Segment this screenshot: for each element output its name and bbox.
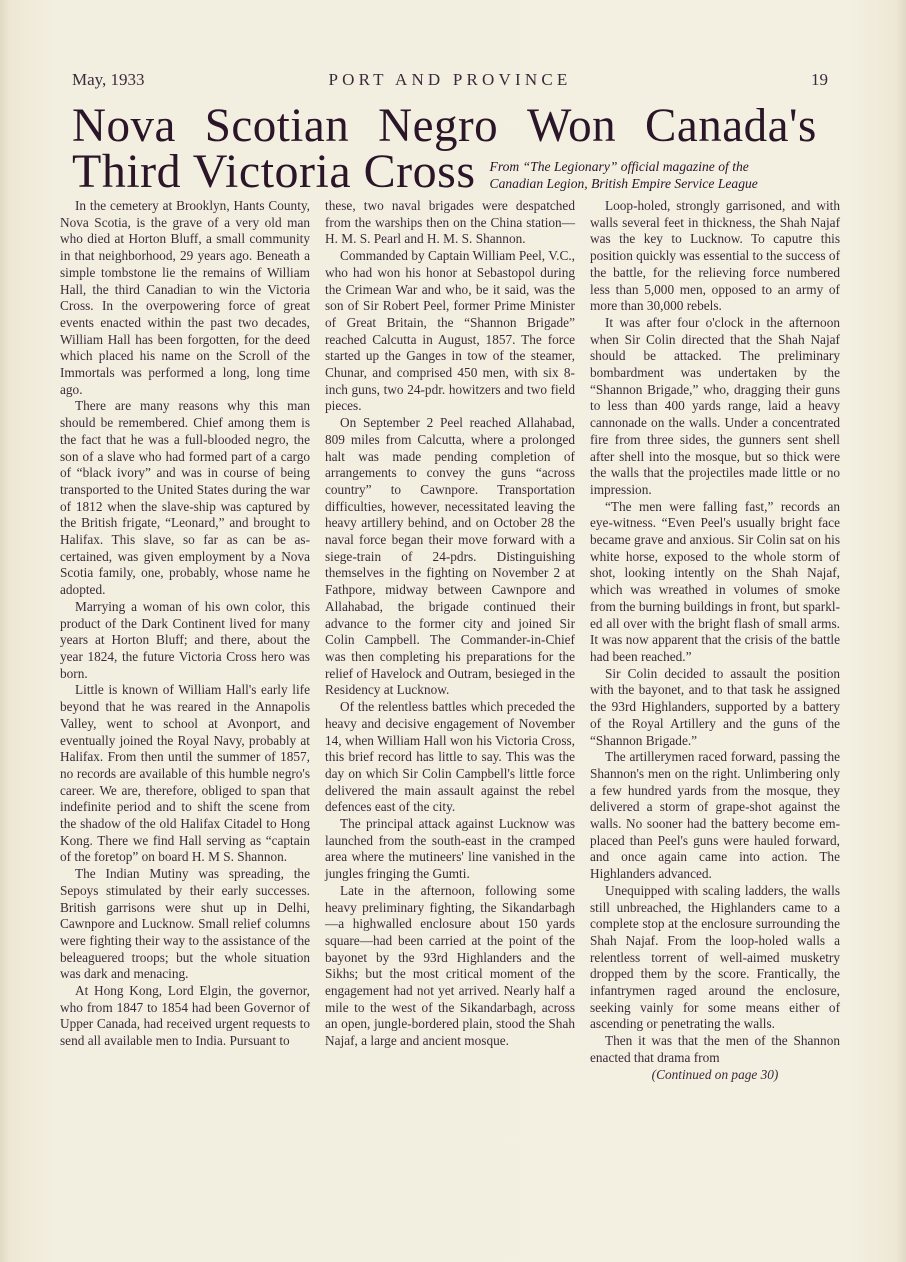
paragraph: Unequipped with scaling ladders, the walls still unbreached, the Highlanders came to a complete stop at the enclosure surrounding the Shah Najaf. From the loop-holed walls a relentless torrent of well-aimed musketry dropped them by the score. Frantically, the infantrymen raged around the enclosure, seeking vainly for some means either of ascending or penetrating the walls. (590, 882, 840, 1032)
continued-notice[interactable]: (Continued on page 30) (651, 1066, 779, 1082)
paragraph: Marrying a woman of his own color, this product of the Dark Continent lived for many years at Horton Bluff; and there, about the year 1824, the future Victoria Cross hero was born. (60, 598, 310, 681)
headline-word: Scotian (204, 99, 350, 152)
paragraph: Sir Colin decided to assault the position with the bayonet, and to that task he assigned the 93rd Highlanders, supported by a battery of the Royal Artillery and the guns of the “Shannon Brigade.” (590, 665, 840, 748)
paragraph: There are many reasons why this man should be remembered. Chief among them is the fact that he was a full-blooded negro, the son of a slave who had formed part of a cargo of “black ivory” and was in course of being transported to the United States during the war of 1812 when the slave-ship was captured by the British frigate, “Leonard,” and brought to Halifax. This slave, so far as can be ascertained, was given employment by a Nova Scotia family, one, probably, whose name he adopted. (60, 398, 310, 598)
paragraph: Little is known of William Hall's early life beyond that he was reared in the Annapolis Valley, went to school at Avonport, and eventually joined the Royal Navy, probably at Halifax. From then until the summer of 1857, no records are available of this humble negro's career. We are, therefore, obliged to span that indefinite period and to shift the scene from the shadow of the old Halifax Citadel to Hong Kong. There we find Hall serving as “captain of the foretop” on board H. M S. Shannon. (60, 682, 310, 865)
paragraph: In the cemetery at Brooklyn, Hants County, Nova Scotia, is the grave of a very old man who died at Horton Bluff, a small community in that neighborhood, 29 years ago. Beneath a simple tombstone lie the remains of William Hall, the third Canadian to win the Victoria Cross. In the overpowering force of great events enacted within the past two decades, William Hall has been forgotten, for the deed which placed his name on the Scroll of the Immortals was performed a long, long time ago. (60, 198, 310, 397)
source-line: From “The Legionary” official magazine of the (489, 159, 749, 174)
paragraph: The principal attack against Lucknow was launched from the south-east in the cramped area where the mutineers' line vanished in the jungles fringing the Gumti. (325, 816, 575, 882)
headline-line-2: Third Victoria Cross (72, 145, 476, 198)
paragraph: The Indian Mutiny was spreading, the Sepoys stimulated by their early successes. British garrisons were shut up in Delhi, Cawnpore and Lucknow. Small relief columns were fighting their way to the assistance of the beleaguered troops; but the whole situation was dark and menacing. (60, 866, 310, 982)
paragraph: Commanded by Captain William Peel, V.C., who had won his honor at Sebastopol during the Crimean War and who, be it said, was the son of Sir Robert Peel, former Prime Minister of Great Britain, the “Shannon Brigade” reached Calcutta in August, 1857. The force started up the Ganges in tow of the steamer, Chunar, and comprised 450 men, with six 8-inch guns, two 24-pdr. howitzers and two field pieces. (325, 248, 575, 414)
column-1 (60, 198, 310, 1083)
left-page-edge (0, 0, 10, 1262)
paragraph: At Hong Kong, Lord Elgin, the governor, who from 1847 to 1854 had been Governor of Upper Canada, had received urgent requests to send all available men to India. Pursuant to (60, 983, 310, 1049)
issue-date: May, 1933 (72, 70, 145, 89)
paragraph: Late in the afternoon, following some heavy preliminary fighting, the Sikandarbagh—a highwalled enclosure about 150 yards square—had been carried at the point of the bayonet by the 93rd Highlanders and the Sikhs; but the most critical moment of the engagement had not yet arrived. Nearly half a mile to the west of the Sikandarbagh, across an open, jungle-bordered plain, stood the Shah Najaf, a large and ancient mosque. (325, 882, 575, 1049)
page-number: 19 (811, 70, 828, 89)
article-body (60, 198, 840, 1083)
column-2 (325, 198, 575, 1083)
article-headline (72, 99, 832, 198)
paragraph: “The men were falling fast,” records an eye-witness. “Even Peel's usually bright face became grave and anxious. Sir Colin sat on his white horse, exposed to the whole storm of shot, looking intently on the Shah Najaf, which was wreathed in volumes of smoke from the burning buildings in front, but sparkled all over with the bright flash of small arms. It was now apparent that the crisis of the battle had been reached.” (590, 498, 840, 664)
paragraph: Then it was that the men of the Shannon enacted that drama from (590, 1033, 840, 1065)
headline-line-1 (72, 99, 817, 152)
paragraph: On September 2 Peel reached Allahabad, 809 miles from Calcutta, where a prolonged halt was made pending completion of arrangements to convey the guns “across country” to Cawnpore. Transportation difficulties, however, necessitated leaving the heavy artillery behind, and on October 28 the naval force began their move forward with a siege-train of 24-pdrs. Distinguishing themselves in the fighting on November 2 at Fathpore, midway between Cawnpore and Allahabad, the brigade continued their advance to the former city and joined Sir Colin Campbell. The Commander-in-Chief was then completing his preparations for the relief of Havelock and Outram, besieged in the Residency at Lucknow. (325, 415, 575, 698)
right-page-edge (896, 0, 906, 1262)
headline-word: Nova (72, 99, 176, 152)
paragraph: these, two naval brigades were despatched from the warships then on the China station—H. M. S. Pearl and H. M. S. Shannon. (325, 198, 575, 247)
paragraph: The artillerymen raced forward, passing the Shannon's men on the right. Unlimbering only a few hundred yards from the mosque, they delivered a storm of grape-shot against the walls. No sooner had the battery become emplaced than Peel's guns were hauled forward, and once again came into action. The Highlanders advanced. (590, 749, 840, 882)
headline-word: Canada's (644, 99, 817, 152)
running-head (72, 70, 828, 92)
paragraph: It was after four o'clock in the afternoon when Sir Colin directed that the Shah Najaf should be attacked. The preliminary bombardment was undertaken by the “Shannon Brigade,” who, dragging their guns to less than 400 yards range, laid a heavy cannonade on the walls. Under a concentrated fire from three sides, the gunners sent shell after shell into the mosque, but so thick were the walls that the projectiles made little or no impression. (590, 314, 840, 497)
paragraph: Loop-holed, strongly garrisoned, and with walls several feet in thickness, the Shah Najaf was the key to Lucknow. To caputre this position quickly was essential to the success of the battle, for the relieving force numbered less than 5,000 men, opposed to an army of more than 30,000 rebels. (590, 198, 841, 314)
source-line: Canadian Legion, British Empire Service League (489, 176, 758, 191)
article-source (490, 158, 758, 194)
paragraph: Of the relentless battles which preceded the heavy and decisive engagement of November 14, when William Hall won his Victoria Cross, this brief record has little to say. This was the day on which Sir Colin Campbell's little force delivered the main assault against the rebel defences east of the city. (325, 699, 575, 815)
headline-word: Won (526, 99, 617, 152)
headline-line-2-row (72, 145, 832, 198)
headline-word: Negro (378, 99, 499, 152)
publication-title: PORT AND PROVINCE (328, 70, 572, 89)
column-3 (590, 198, 840, 1083)
